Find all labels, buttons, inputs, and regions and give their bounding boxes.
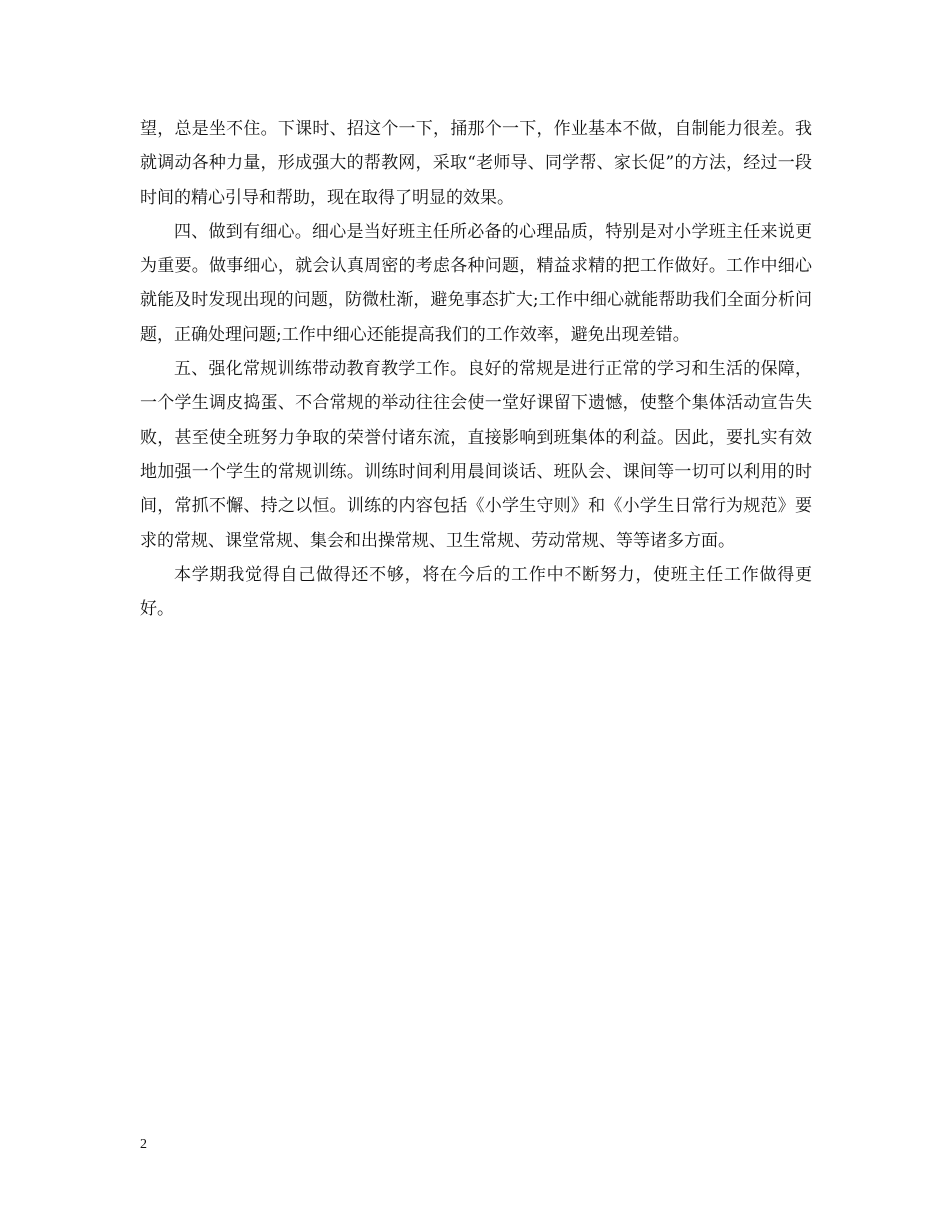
paragraph-2: 四、做到有细心。细心是当好班主任所必备的心理品质，特别是对小学班主任来说更为重要。做事细心，就会认真周密的考虑各种问题，精益求精的把工作做好。工作中细心就能及时发现出现的问题，防微杜渐，避免事态扩大;工作中细心就能帮助我们全面分析问题，正确处理问题;工作中细心还能提高我们的工作效率，避免出现差错。 bbox=[140, 221, 812, 345]
paragraph-3: 五、强化常规训练带动教育教学工作。良好的常规是进行正常的学习和生活的保障，一个学生调皮捣蛋、不合常规的举动往往会使一堂好课留下遗憾，使整个集体活动宣告失败，甚至使全班努力争取的荣誉付诸东流，直接影响到班集体的利益。因此，要扎实有效地加强一个学生的常规训练。训练时间利用晨间谈话、班队会、课间等一切可以利用的时间，常抓不懈、持之以恒。训练的内容包括《小学生守则》和《小学生日常行为规范》要求的常规、课堂常规、集会和出操常规、卫生常规、劳动常规、等等诸多方面。 bbox=[140, 359, 812, 551]
page-number: 2 bbox=[140, 1137, 147, 1152]
document-body bbox=[140, 112, 812, 626]
paragraph-4: 本学期我觉得自己做得还不够，将在今后的工作中不断努力，使班主任工作做得更好。 bbox=[140, 564, 812, 620]
paragraph-1: 望，总是坐不住。下课时、招这个一下，捅那个一下，作业基本不做，自制能力很差。我就调动各种力量，形成强大的帮教网，采取“老师导、同学帮、家长促”的方法，经过一段时间的精心引导和帮助，现在取得了明显的效果。 bbox=[140, 119, 812, 208]
